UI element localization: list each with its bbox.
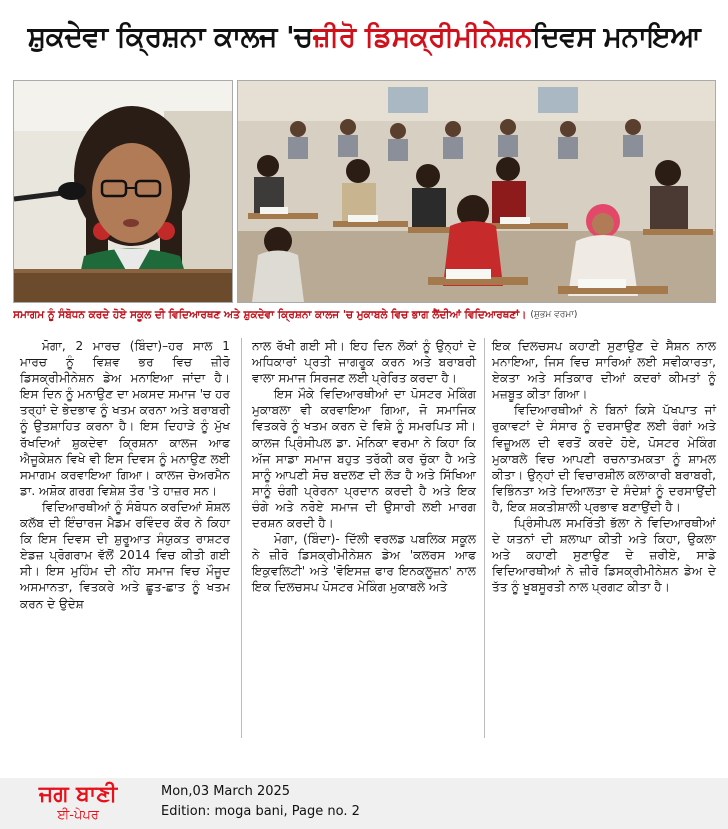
article-column-3 bbox=[492, 338, 716, 596]
article-paragraph: ਮੋਗਾ, (ਬਿੰਦਾ)- ਦਿੱਲੀ ਵਰਲਡ ਪਬਲਿਕ ਸਕੂਲ ਨੇ ਜ਼ੀਰੋ ਡਿਸਕ੍ਰੀਮੀਨੇਸ਼ਨ ਡੇਅ 'ਕਲਰਸ ਆਫ ਇਕੁਵਲਿਟੀ' ਅਤੇ 'ਵੋਇਸਜ਼ ਫਾਰ ਇਨਕਲੂਜ਼ਨ' ਨਾਲ ਇਕ ਦਿਲਚਸਪ ਪੋਸਟਰ ਮੇਕਿੰਗ ਮੁਕਾਬਲੇ ਅਤੇ bbox=[252, 532, 476, 595]
article-paragraph: ਪ੍ਰਿੰਸੀਪਲ ਸਮਰਿੱਤੀ ਭੱਲਾ ਨੇ ਵਿਦਿਆਰਥੀਆਂ ਦੇ ਯਤਨਾਂ ਦੀ ਸ਼ਲਾਘਾ ਕੀਤੀ ਅਤੇ ਕਿਹਾ, ਉਕਲਾ ਅਤੇ ਕਹਾਣੀ ਸੁਣਾਉਣ ਦੇ ਜ਼ਰੀਏ, ਸਾਡੇ ਵਿਦਿਆਰਥੀਆਂ ਨੇ ਜ਼ੀਰੋ ਡਿਸਕ੍ਰੀਮੀਨੇਸ਼ਨ ਡੇਅ ਦੇ ਤੱਤ ਨੂੰ ਖੂਬਸੂਰਤੀ ਨਾਲ ਪ੍ਰਗਟ ਕੀਤਾ ਹੈ। bbox=[492, 516, 716, 595]
photo-students-competition bbox=[237, 80, 716, 303]
article-column-1 bbox=[20, 338, 230, 612]
article-paragraph: ਇਸ ਮੌਕੇ ਵਿਦਿਆਰਥੀਆਂ ਦਾ ਪੋਸਟਰ ਮੇਕਿੰਗ ਮੁਕਾਬਲਾ ਵੀ ਕਰਵਾਇਆ ਗਿਆ, ਜੋ ਸਮਾਜਿਕ ਵਿਤਕਰੇ ਨੂੰ ਖਤਮ ਕਰਨ ਦੇ ਵਿਸ਼ੇ ਨੂੰ ਸਮਰਪਿਤ ਸੀ। ਕਾਲਜ ਪ੍ਰਿੰਸੀਪਲ ਡਾ. ਮੋਨਿਕਾ ਵਰਮਾ ਨੇ ਕਿਹਾ ਕਿ ਅੱਜ ਸਾਡਾ ਸਮਾਜ ਬਹੁਤ ਤਰੱਕੀ ਕਰ ਚੁੱਕਾ ਹੈ ਅਤੇ ਸਾਨੂੰ ਆਪਣੀ ਸੋਚ ਬਦਲਣ ਦੀ ਲੋੜ ਹੈ ਅਤੇ ਸਿੱਖਿਆ ਸਾਨੂੰ ਚੰਗੀ ਪ੍ਰੇਰਨਾ ਪ੍ਰਦਾਨ ਕਰਦੀ ਹੈ ਅਤੇ ਇਕ ਚੰਗੇ ਅਤੇ ਨਰੋਏ ਸਮਾਜ ਦੀ ਉਸਾਰੀ ਲਈ ਮਾਰਗ ਦਰਸ਼ਨ ਕਰਦੀ ਹੈ। bbox=[252, 387, 476, 531]
caption-text: ਸਮਾਗਮ ਨੂੰ ਸੰਬੋਧਨ ਕਰਦੇ ਹੋਏ ਸਕੂਲ ਦੀ ਵਿਦਿਆਰਥਣ ਅਤੇ ਸ਼ੁਕਦੇਵਾ ਕ੍ਰਿਸ਼ਨਾ ਕਾਲਜ 'ਚ ਮੁਕਾਬਲੇ ਵਿਚ ਭਾਗ ਲੈਂਦੀਆਂ ਵਿਦਿਆਰਥਣਾਂ। bbox=[13, 308, 527, 321]
article-paragraph: ਵਿਦਿਆਰਥੀਆਂ ਨੇ ਬਿਨਾਂ ਕਿਸੇ ਪੱਖਪਾਤ ਜਾਂ ਰੁਕਾਵਟਾਂ ਦੇ ਸੰਸਾਰ ਨੂੰ ਦਰਸਾਉਣ ਲਈ ਰੰਗਾਂ ਅਤੇ ਵਿਜ਼ੂਅਲ ਦੀ ਵਰਤੋਂ ਕਰਦੇ ਹੋਏ, ਪੋਸਟਰ ਮੇਕਿੰਗ ਮੁਕਾਬਲੇ ਵਿਚ ਆਪਣੀ ਰਚਨਾਤਮਕਤਾ ਨੂੰ ਸ਼ਾਮਲ ਕੀਤਾ। ਉਨ੍ਹਾਂ ਦੀ ਵਿਚਾਰਸ਼ੀਲ ਕਲਾਕਾਰੀ ਬਰਾਬਰੀ, ਵਿਭਿੰਨਤਾ ਅਤੇ ਦਿਆਲਤਾ ਦੇ ਸੰਦੇਸ਼ਾਂ ਨੂੰ ਦਰਸਾਉਂਦੀ ਹੈ, ਇਕ ਸ਼ਕਤੀਸ਼ਾਲੀ ਪ੍ਰਭਾਵ ਬਣਾਉਂਦੀ ਹੈ। bbox=[492, 403, 716, 514]
jagbani-logo[interactable] bbox=[8, 782, 148, 826]
publication-date: Mon,03 March 2025 bbox=[161, 784, 291, 799]
article-paragraph: ਮੋਗਾ, 2 ਮਾਰਚ (ਬਿੰਦਾ)–ਹਰ ਸਾਲ 1 ਮਾਰਚ ਨੂੰ ਵਿਸ਼ਵ ਭਰ ਵਿਚ ਜ਼ੀਰੋ ਡਿਸਕ੍ਰੀਮੀਨੇਸ਼ਨ ਡੇਅ ਮਨਾਇਆ ਜਾਂਦਾ ਹੈ। ਇਸ ਦਿਨ ਨੂੰ ਮਨਾਉਣ ਦਾ ਮਕਸਦ ਸਮਾਜ 'ਚ ਹਰ ਤਰ੍ਹਾਂ ਦੇ ਭੇਦਭਾਵ ਨੂੰ ਖਤਮ ਕਰਨਾ ਅਤੇ ਬਰਾਬਰੀ ਨੂੰ ਉਤਸ਼ਾਹਿਤ ਕਰਨਾ ਹੈ। ਇਸ ਦਿਹਾੜੇ ਨੂੰ ਮੁੱਖ ਰੱਖਦਿਆਂ ਸ਼ੁਕਦੇਵਾ ਕ੍ਰਿਸ਼ਨਾ ਕਾਲਜ ਆਫ ਐਜੂਕੇਸ਼ਨ ਵਿਖੇ ਵੀ ਇਸ ਦਿਵਸ ਨੂੰ ਮਨਾਉਣ ਲਈ ਸਮਾਗਮ ਕਰਵਾਇਆ ਗਿਆ। ਕਾਲਜ ਚੇਅਰਮੈਨ ਡਾ. ਅਸ਼ੋਕ ਗਰਗ ਵਿਸ਼ੇਸ਼ ਤੌਰ 'ਤੇ ਹਾਜ਼ਰ ਸਨ। bbox=[20, 339, 230, 498]
logo-title: ਜਗ ਬਾਣੀ bbox=[38, 782, 118, 807]
headline-part-3: ਦਿਵਸ ਮਨਾਇਆ bbox=[532, 20, 701, 53]
column-divider bbox=[241, 338, 242, 738]
headline-part-1: ਸ਼ੁਕਦੇਵਾ ਕ੍ਰਿਸ਼ਨਾ ਕਾਲਜ 'ਚ bbox=[27, 20, 313, 53]
photo-student-speaker bbox=[13, 80, 233, 303]
article-paragraph: ਇਕ ਦਿਲਚਸਪ ਕਹਾਣੀ ਸੁਣਾਉਣ ਦੇ ਸੈਸ਼ਨ ਨਾਲ ਮਨਾਇਆ, ਜਿਸ ਵਿਚ ਸਾਰਿਆਂ ਲਈ ਸਵੀਕਾਰਤਾ, ਏਕਤਾ ਅਤੇ ਸਤਿਕਾਰ ਦੀਆਂ ਕਦਰਾਂ ਕੀਮਤਾਂ ਨੂੰ ਮਜ਼ਬੂਤ ਕੀਤਾ ਗਿਆ। bbox=[492, 339, 716, 402]
article-headline bbox=[6, 6, 722, 68]
edition-info: Edition: moga bani, Page no. 2 bbox=[161, 804, 360, 819]
article-paragraph: ਨਾਲ ਰੱਖੀ ਗਈ ਸੀ। ਇਹ ਦਿਨ ਲੋਕਾਂ ਨੂੰ ਉਨ੍ਹਾਂ ਦੇ ਅਧਿਕਾਰਾਂ ਪ੍ਰਤੀ ਜਾਗਰੂਕ ਕਰਨ ਅਤੇ ਬਰਾਬਰੀ ਵਾਲਾ ਸਮਾਜ ਸਿਰਜਣ ਲਈ ਪ੍ਰੇਰਿਤ ਕਰਦਾ ਹੈ। bbox=[252, 339, 476, 386]
article-column-2 bbox=[252, 338, 476, 596]
caption-credit: (ਸ਼ੁਭਮ ਵਰਮਾ) bbox=[530, 310, 578, 320]
epaper-footer bbox=[0, 778, 728, 829]
headline-part-2: ਜ਼ੀਰੋ ਡਿਸਕ੍ਰੀਮੀਨੇਸ਼ਨ bbox=[312, 20, 533, 53]
logo-subtitle: ਈ-ਪੇਪਰ bbox=[57, 808, 99, 823]
article-paragraph: ਵਿਦਿਆਰਥੀਆਂ ਨੂੰ ਸੰਬੋਧਨ ਕਰਦਿਆਂ ਸ਼ੋਸ਼ਲ ਕਲੱਬ ਦੀ ਇੰਚਾਰਜ ਮੈਡਮ ਰਵਿੰਦਰ ਕੌਰ ਨੇ ਕਿਹਾ ਕਿ ਇਸ ਦਿਵਸ ਦੀ ਸ਼ੁਰੂਆਤ ਸੰਯੁਕਤ ਰਾਸ਼ਟਰ ਏਡਜ਼ ਪ੍ਰੋਗਰਾਮ ਵੱਲੋਂ 2014 ਵਿਚ ਕੀਤੀ ਗਈ ਸੀ। ਇਸ ਮੁਹਿੰਮ ਦੀ ਨੀਂਹ ਸਮਾਜ ਵਿਚ ਮੌਜੂਦ ਅਸਮਾਨਤਾ, ਵਿਤਕਰੇ ਅਤੇ ਛੂਤ-ਛਾਤ ਨੂੰ ਖਤਮ ਕਰਨ ਦੇ ਉਦੇਸ਼ bbox=[20, 499, 230, 611]
photo-caption bbox=[13, 304, 714, 326]
column-divider bbox=[484, 338, 485, 738]
